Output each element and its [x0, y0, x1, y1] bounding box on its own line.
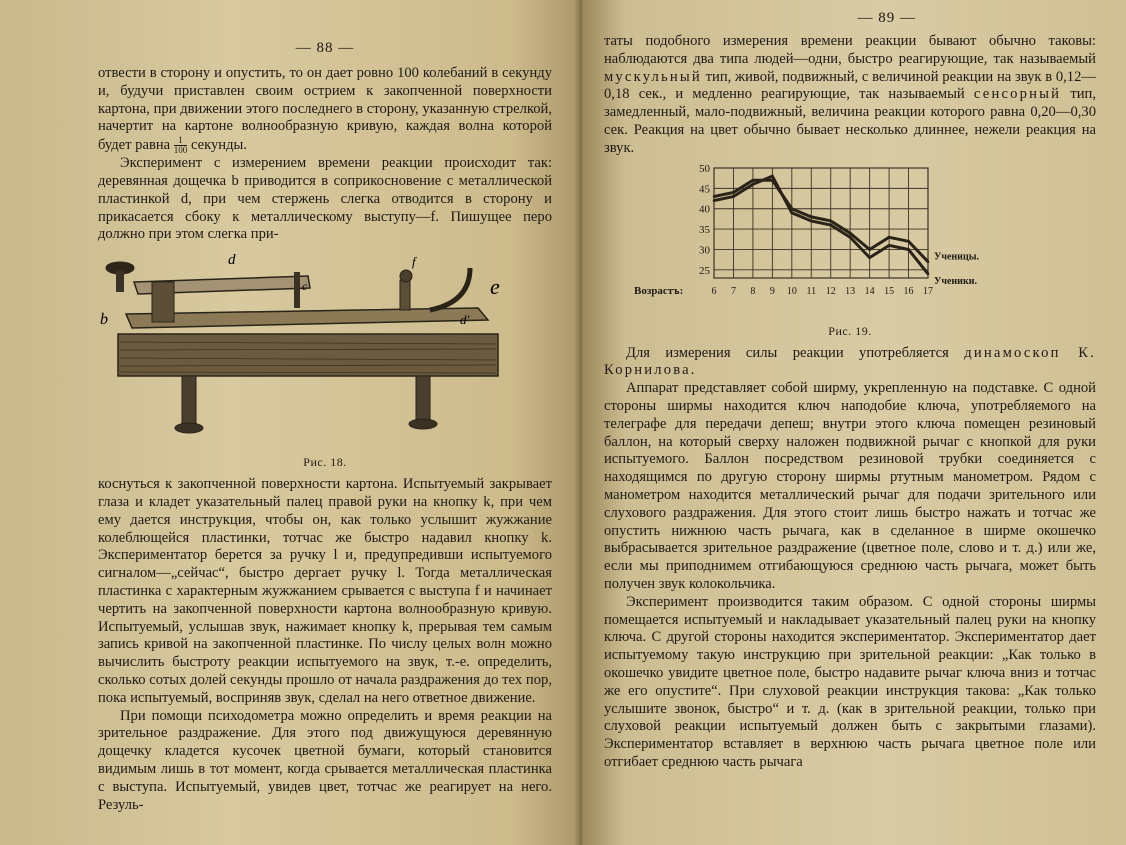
x-tick-label: 16	[903, 285, 914, 297]
paragraph-3: Аппарат представляет собой ширму, укрепленную на подставке. С одной стороны ширмы находится ключ наподобие ключа, употребляемого на телеграфе для передачи депеш; внутри этого ключа помещен резиновый баллон, на который сверху наложен подвижной рычаг с кнопкой для руки испытуемого. Баллон посредством резиновой трубки соединяется с находящимся по другую сторону ширмы ртутным манометром. Рядом с манометром находится металлический рычаг для подачи зрительного или слухового раздражения. Для этого стоит лишь быстро нажать и тотчас же опустить нижнюю часть рычага, как в сделанное в ширме окошечко выбрасывается зрительное раздражение (цветное поле, слово и т. д.) или же, если мы приподнимем отгибающуюся среднюю часть рычага, может быть получен звук колокольчика.	[604, 380, 1096, 592]
page-number: — 88 —	[295, 40, 355, 56]
data-point	[829, 219, 832, 222]
emphasized-term: сенсорный	[973, 86, 1062, 103]
data-point	[771, 174, 774, 177]
data-point	[791, 211, 794, 214]
data-point	[810, 219, 813, 222]
series-line	[714, 176, 928, 274]
data-point	[732, 191, 735, 194]
fraction	[174, 136, 188, 155]
x-tick-label: 12	[825, 285, 836, 297]
figure-label: b	[100, 311, 108, 329]
right-page	[582, 0, 1126, 845]
data-point	[868, 256, 871, 259]
x-axis-label: Возрастъ:	[634, 284, 684, 297]
psychodometer-illustration	[98, 252, 550, 448]
y-tick-label: 45	[699, 182, 710, 195]
x-tick-label: 15	[884, 285, 895, 297]
y-tick-label: 35	[699, 223, 710, 236]
paragraph-text: тип, замедленный, мало-подвижный, величина реакции которого равна 0,20—0,30 сек. Реакция на цвет обычно бывает несколько длиннее, нежели реакция на звук.	[604, 86, 1097, 156]
x-tick-label: 11	[806, 285, 817, 297]
x-tick-label: 13	[845, 285, 856, 297]
paragraph-2	[604, 345, 1096, 381]
y-tick-label: 40	[699, 203, 710, 216]
data-point	[713, 195, 716, 198]
reaction-age-chart	[634, 162, 1014, 322]
data-point	[849, 236, 852, 239]
figure-label: d	[228, 252, 236, 269]
x-tick-label: 10	[786, 285, 797, 297]
fraction-numerator: 1	[178, 135, 183, 146]
figure-label: c	[302, 279, 308, 294]
emphasized-term: мускульный	[604, 68, 702, 85]
data-point	[849, 231, 852, 234]
figure-caption: Рис. 19.	[828, 323, 872, 338]
data-point	[927, 272, 930, 275]
paragraph-1	[98, 65, 552, 155]
data-point	[907, 248, 910, 251]
paragraph-text: секунды.	[190, 137, 247, 154]
fraction-denominator: 100	[173, 145, 188, 156]
page-number: — 89 —	[857, 10, 916, 26]
data-point	[732, 195, 735, 198]
paragraph-text: тип, живой, подвижный, с величиной реакции на звук в 0,12—0,18 сек., и медленно реагирующие, так называемый	[604, 68, 1096, 103]
figure-caption: Рис. 18.	[303, 455, 347, 470]
paragraph-4: При помощи психодометра можно определить и время реакции на зрительное раздражение. Для этого под движущуюся деревянную дощечку кладется кусочек цветной бумаги, который становится видимым лишь в тот момент, когда срывается металлическая пластинка с выступа. Испытуемый, увидев цвет, тотчас же реагирует на него. Резуль-	[98, 707, 552, 813]
chart-svg	[634, 162, 1014, 322]
paragraph-4: Эксперимент производится таким образом. С одной стороны ширмы помещается испытуемый и накладывает указательный палец руки на кнопку ключа. С другой стороны находится экспериментатор. Экспериментатор дает испытуемому такую инструкцию при зрительной реакции: „Как только в окошечко увидите цветное поле, быстро надавите рычаг ключа вниз и тотчас же его опустите“. При слуховой реакции инструкция такова: „Как только услышите звонок, быстро“ и т. д. (как в зрительной реакции, только при слуховой реакции испытуемый должен быть с закрытыми глазами). Экспериментатор вставляет в верхнюю часть рычага цветное поле или отгибает среднюю часть рычага	[604, 593, 1096, 770]
x-tick-label: 9	[769, 285, 775, 297]
paragraph-2: Эксперимент с измерением времени реакции происходит так: деревянная дощечка b приводится в соприкосновение с металлической пластинкой d, при чем стержень слегка отводится в сторону и прикасается сбоку к металлическому выступу—f. Пишущее перо должно при этом слегка при-	[98, 155, 552, 243]
data-point	[868, 248, 871, 251]
paragraph-3: коснуться к закопченной поверхности картона. Испытуемый закрывает глаза и кладет указательный палец правой руки на кнопку k, при чем ему дается инструкция, чтобы он, как только услышит жужжание колеблющейся пластинки, тотчас же быстро надавил кнопку k. Экспериментатор берется за ручку l и, предупредивши испытуемого сигналом—„сейчас“, быстро дергает ручку l. Тогда металлическая пластинка с характерным жужжанием срывается с выступа f и начинает чертить на закопченной поверхности картона волнообразную кривую. Испытуемый, услышав звук, нажимает кнопку k, прерывая тем самым запись кривой на закопченной пластинке. По числу целых волн можно вычислить быстроту реакции испытуемого на звук, т.-е. определить, сколько сотых долей секунды прошло от начала раздражения до тех пор, пока испытуемый, восприняв звук, сделал на него ответное движение.	[98, 476, 552, 706]
data-point	[810, 215, 813, 218]
data-point	[713, 199, 716, 202]
data-point	[907, 240, 910, 243]
data-point	[829, 223, 832, 226]
x-tick-label: 7	[730, 285, 736, 297]
y-tick-label: 50	[699, 162, 710, 175]
data-point	[752, 183, 755, 186]
x-tick-label: 6	[711, 285, 717, 297]
x-tick-label: 14	[864, 285, 875, 297]
y-tick-label: 30	[699, 244, 710, 257]
figure-label: f	[412, 254, 416, 270]
paragraph-text: отвести в сторону и опустить, то он дает ровно 100 колебаний в секунду и, будучи приставлен своим острием к закопченной поверхности картона, при движении этого последнего в сторону, указанную стрелкой, начертит на картоне волнообразную кривую, каждая волна которой будет равна	[98, 65, 552, 154]
x-tick-label: 17	[923, 285, 933, 297]
data-point	[888, 236, 891, 239]
paragraph-text: Для измерения силы реакции употребляется	[626, 344, 949, 361]
data-point	[752, 179, 755, 182]
paragraph-text: таты подобного измерения времени реакции бывают обычно таковы: наблюдаются два типа людей—одни, быстро реагирующие, так называемый	[604, 33, 1096, 67]
figure-label: e	[490, 274, 500, 300]
y-tick-label: 25	[699, 264, 710, 277]
emphasized-term: динамоскоп К. Корнилова.	[604, 344, 1096, 379]
series-label: Ученицы.	[934, 251, 980, 263]
figure-label: d'	[460, 312, 470, 328]
paragraph-1	[604, 33, 1096, 158]
series-label: Ученики.	[934, 275, 977, 287]
data-point	[888, 244, 891, 247]
data-point	[927, 260, 930, 263]
x-tick-label: 8	[750, 285, 756, 297]
